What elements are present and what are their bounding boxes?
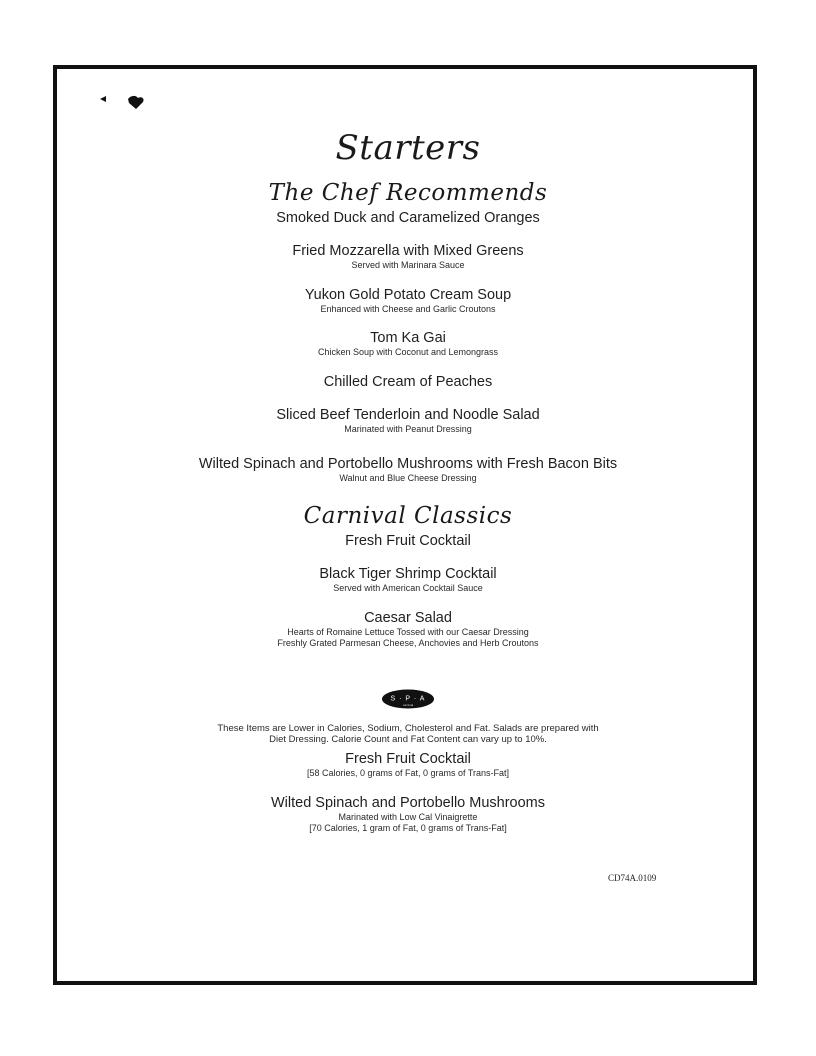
item-description: Served with American Cocktail Sauce bbox=[333, 583, 483, 593]
section-carnival-classics bbox=[0, 503, 816, 529]
menu-item bbox=[0, 456, 816, 484]
spa-logo bbox=[381, 689, 435, 709]
menu-item bbox=[0, 566, 816, 594]
menu-item bbox=[0, 210, 816, 227]
item-name: Smoked Duck and Caramelized Oranges bbox=[276, 210, 540, 226]
spa-note-line: Diet Dressing. Calorie Count and Fat Content can vary up to 10%. bbox=[269, 734, 547, 745]
menu-code: CD74A.0109 bbox=[608, 873, 657, 883]
item-description: Marinated with Peanut Dressing bbox=[344, 424, 472, 434]
item-description: [70 Calories, 1 gram of Fat, 0 grams of Trans-Fat] bbox=[309, 823, 507, 833]
menu-item bbox=[0, 533, 816, 550]
item-description: Enhanced with Cheese and Garlic Croutons bbox=[320, 304, 496, 314]
section-chef-recommends bbox=[0, 180, 816, 206]
item-description: [58 Calories, 0 grams of Fat, 0 grams of Trans-Fat] bbox=[306, 768, 510, 778]
item-name: Sliced Beef Tenderloin and Noodle Salad bbox=[276, 407, 540, 423]
item-name: Wilted Spinach and Portobello Mushrooms bbox=[270, 795, 546, 811]
menu-item bbox=[0, 243, 816, 271]
section-heading: Carnival Classics bbox=[303, 503, 513, 529]
spa-logo-subtext: carnival bbox=[402, 703, 414, 707]
item-name: Black Tiger Shrimp Cocktail bbox=[319, 566, 497, 582]
section-heading: The Chef Recommends bbox=[268, 180, 548, 206]
menu-item bbox=[0, 330, 816, 358]
item-description: Walnut and Blue Cheese Dressing bbox=[339, 473, 477, 483]
spa-menu-item bbox=[0, 751, 816, 779]
item-name: Caesar Salad bbox=[364, 610, 452, 626]
item-name: Yukon Gold Potato Cream Soup bbox=[304, 287, 512, 303]
spa-menu-item bbox=[0, 795, 816, 834]
page-title: Starters bbox=[335, 128, 481, 168]
scan-specks bbox=[98, 93, 148, 115]
item-name: Fried Mozzarella with Mixed Greens bbox=[292, 243, 524, 259]
menu-item bbox=[0, 374, 816, 391]
item-name: Fresh Fruit Cocktail bbox=[345, 751, 471, 767]
item-name: Fresh Fruit Cocktail bbox=[345, 533, 471, 549]
item-name: Chilled Cream of Peaches bbox=[323, 374, 493, 390]
item-description: Served with Marinara Sauce bbox=[351, 260, 465, 270]
item-name: Tom Ka Gai bbox=[370, 330, 446, 346]
menu-item bbox=[0, 610, 816, 649]
item-description: Chicken Soup with Coconut and Lemongrass bbox=[317, 347, 499, 357]
spa-note bbox=[0, 723, 816, 745]
spa-logo-text: S · P · A bbox=[390, 695, 426, 703]
menu-item bbox=[0, 287, 816, 315]
item-description: Marinated with Low Cal Vinaigrette bbox=[338, 812, 478, 822]
item-description: Freshly Grated Parmesan Cheese, Anchovies and Herb Croutons bbox=[277, 638, 539, 648]
item-name: Wilted Spinach and Portobello Mushrooms with Fresh Bacon Bits bbox=[198, 456, 618, 472]
item-description: Hearts of Romaine Lettuce Tossed with our Caesar Dressing bbox=[287, 627, 529, 637]
spa-note-line: These Items are Lower in Calories, Sodium, Cholesterol and Fat. Salads are prepared with bbox=[217, 723, 599, 734]
menu-item bbox=[0, 407, 816, 435]
